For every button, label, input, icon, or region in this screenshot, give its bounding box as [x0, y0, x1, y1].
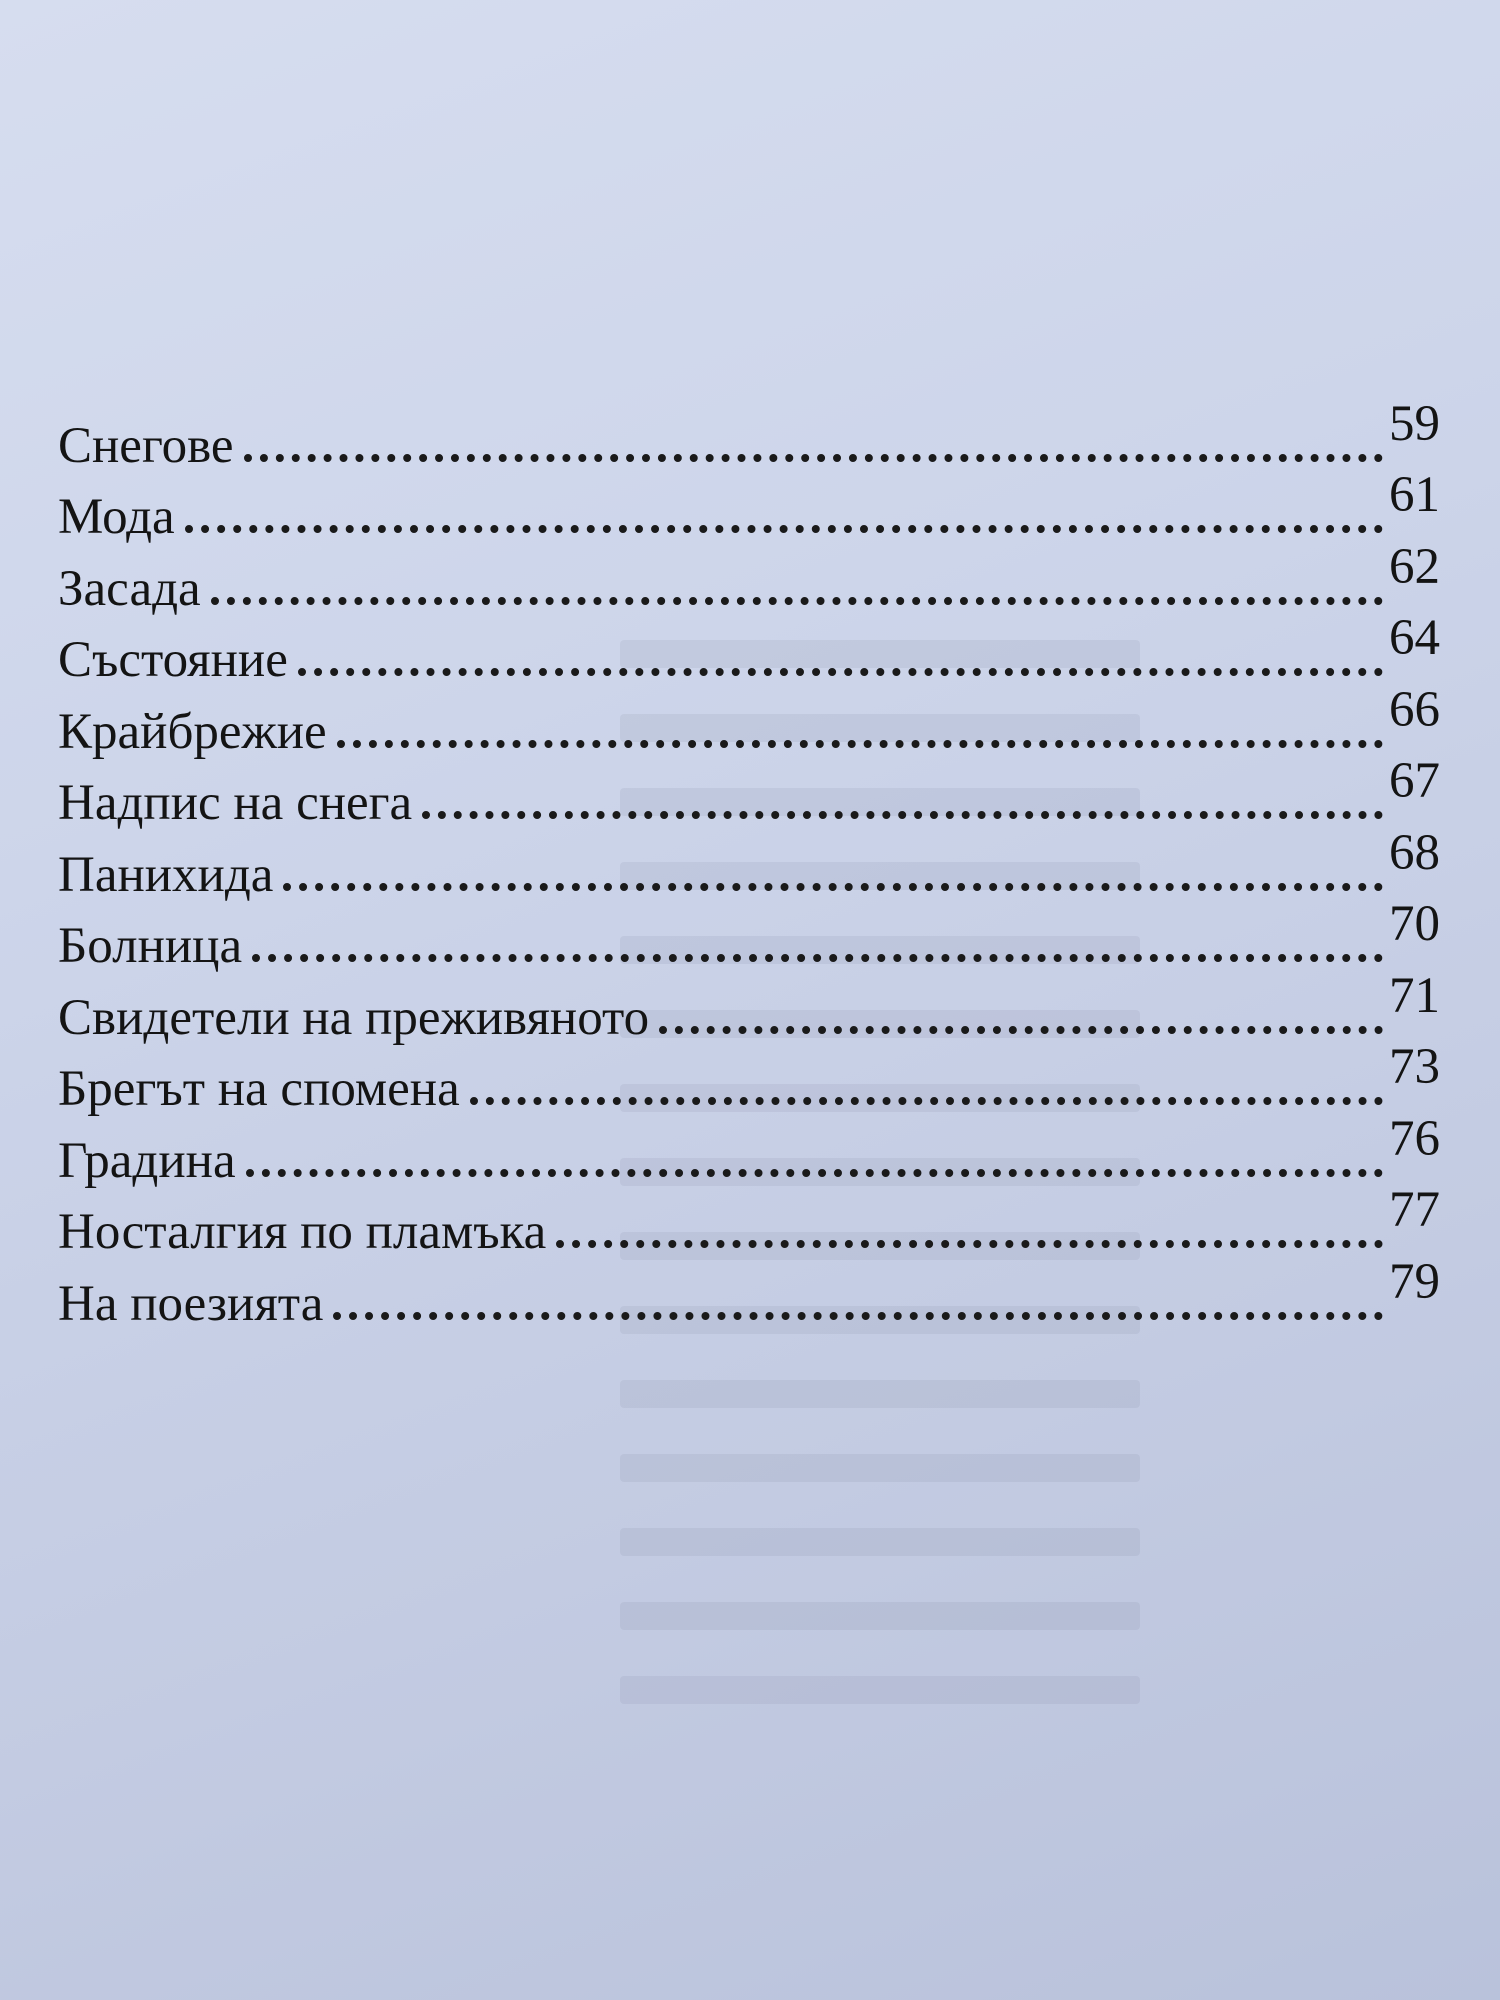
toc-entry-page: 77 [1389, 1182, 1440, 1238]
toc-leader-dots [470, 1097, 1383, 1105]
toc-entry-page: 73 [1389, 1039, 1440, 1095]
toc-entry-page: 67 [1389, 753, 1440, 809]
toc-entry [58, 824, 1440, 903]
toc-entry-page: 70 [1389, 896, 1440, 952]
toc-leader-dots [333, 1312, 1383, 1320]
toc-entry-title: На поезията [58, 1275, 324, 1332]
toc-entry-page: 71 [1389, 967, 1440, 1024]
toc-entry [58, 896, 1440, 974]
toc-leader-dots [185, 525, 1383, 533]
toc-leader-dots [298, 668, 1383, 676]
toc-entry-title: Мода [58, 489, 175, 545]
toc-entry-page: 76 [1389, 1110, 1440, 1167]
toc-entry [58, 681, 1440, 760]
toc-entry [58, 538, 1440, 617]
toc-entry-title: Надпис на снега [58, 775, 413, 831]
toc-entry [58, 1039, 1440, 1117]
toc-leader-dots [283, 883, 1383, 891]
toc-entry-title: Свидетели на преживяното [58, 989, 650, 1046]
toc-entry-title: Носталгия по пламъка [58, 1204, 547, 1260]
toc-entry-title: Панихида [58, 846, 274, 903]
toc-leader-dots [337, 740, 1383, 748]
toc-entry-title: Крайбрежие [58, 703, 327, 760]
toc-leader-dots [211, 597, 1383, 605]
toc-entry-title: Болница [58, 918, 243, 974]
toc-entry-title: Състояние [58, 632, 288, 688]
toc-entry-page: 59 [1389, 395, 1440, 452]
toc-leader-dots [244, 454, 1383, 462]
toc-entry-page: 64 [1389, 610, 1440, 666]
table-of-contents [58, 395, 1440, 1332]
toc-entry-title: Снегове [58, 417, 234, 474]
toc-leader-dots [246, 1169, 1383, 1177]
toc-entry [58, 753, 1440, 831]
toc-entry [58, 610, 1440, 688]
toc-entry [58, 467, 1440, 545]
toc-entry-page: 66 [1389, 681, 1440, 738]
toc-leader-dots [422, 811, 1383, 819]
toc-entry-title: Засада [58, 560, 201, 617]
toc-entry-title: Брегът на спомена [58, 1061, 460, 1117]
toc-entry [58, 1253, 1440, 1332]
toc-entry-title: Градина [58, 1132, 236, 1189]
toc-entry-page: 79 [1389, 1253, 1440, 1310]
toc-leader-dots [659, 1026, 1383, 1034]
toc-leader-dots [556, 1240, 1383, 1248]
toc-entry-page: 62 [1389, 538, 1440, 595]
toc-entry-page: 68 [1389, 824, 1440, 881]
toc-entry [58, 967, 1440, 1046]
toc-entry [58, 1182, 1440, 1260]
toc-entry [58, 1110, 1440, 1189]
toc-leader-dots [252, 954, 1383, 962]
toc-entry [58, 395, 1440, 474]
toc-entry-page: 61 [1389, 467, 1440, 523]
